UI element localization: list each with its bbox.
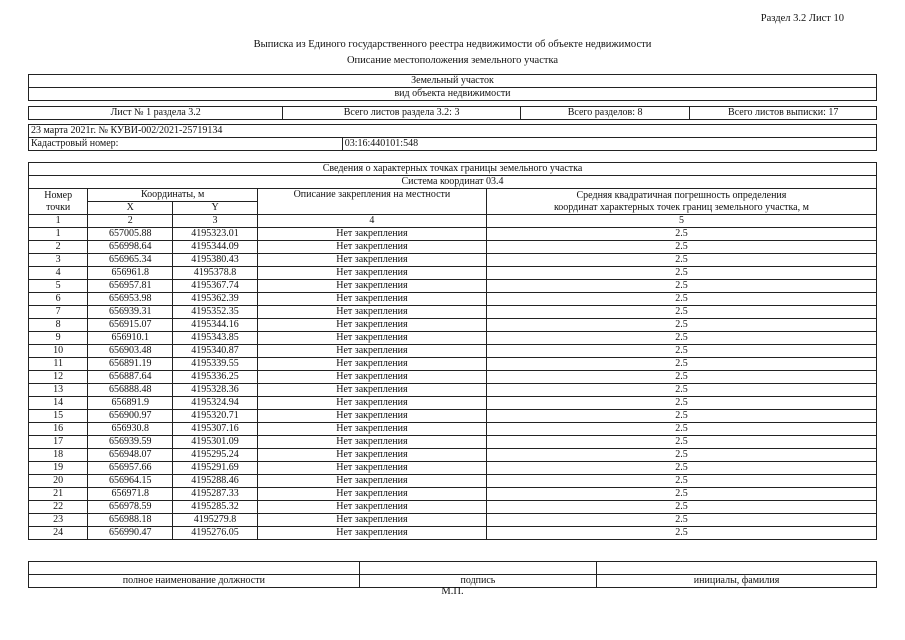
total-sheets-count: Всего листов выписки: 17 — [690, 107, 877, 120]
point-number: 5 — [29, 280, 88, 293]
x-coordinate: 656953.98 — [88, 293, 173, 306]
fixation-description: Нет закрепления — [257, 449, 486, 462]
column-number: 2 — [88, 215, 173, 228]
y-coordinate: 4195344.09 — [173, 241, 258, 254]
y-coordinate: 4195339.55 — [173, 358, 258, 371]
accuracy-value: 2.5 — [486, 345, 876, 358]
accuracy-value: 2.5 — [486, 514, 876, 527]
fixation-description: Нет закрепления — [257, 267, 486, 280]
boundary-points-table — [28, 162, 877, 540]
accuracy-value: 2.5 — [486, 319, 876, 332]
accuracy-value: 2.5 — [486, 501, 876, 514]
points-table-body — [29, 228, 877, 540]
point-row — [29, 254, 877, 267]
sheet-number: Лист № 1 раздела 3.2 — [29, 107, 283, 120]
point-row — [29, 293, 877, 306]
point-row — [29, 228, 877, 241]
point-number: 15 — [29, 410, 88, 423]
fixation-description: Нет закрепления — [257, 410, 486, 423]
header-point-line1: Номер — [44, 189, 73, 201]
point-number: 10 — [29, 345, 88, 358]
y-coordinate: 4195295.24 — [173, 449, 258, 462]
header-point-line2: точки — [46, 201, 71, 213]
point-number: 18 — [29, 449, 88, 462]
y-coordinate: 4195367.74 — [173, 280, 258, 293]
object-type-box — [28, 74, 877, 101]
x-coordinate: 656957.81 — [88, 280, 173, 293]
y-coordinate: 4195301.09 — [173, 436, 258, 449]
point-row — [29, 306, 877, 319]
x-coordinate: 656891.19 — [88, 358, 173, 371]
point-number: 20 — [29, 475, 88, 488]
point-number: 7 — [29, 306, 88, 319]
header-accuracy-line1: Средняя квадратичная погрешность определения — [576, 189, 787, 201]
fixation-description: Нет закрепления — [257, 319, 486, 332]
point-row — [29, 358, 877, 371]
y-coordinate: 4195323.01 — [173, 228, 258, 241]
fixation-description: Нет закрепления — [257, 475, 486, 488]
fixation-description: Нет закрепления — [257, 514, 486, 527]
y-coordinate: 4195343.85 — [173, 332, 258, 345]
point-number: 6 — [29, 293, 88, 306]
x-coordinate: 656887.64 — [88, 371, 173, 384]
point-row — [29, 267, 877, 280]
y-coordinate: 4195378.8 — [173, 267, 258, 280]
y-coordinate: 4195362.39 — [173, 293, 258, 306]
point-row — [29, 371, 877, 384]
x-coordinate: 656957.66 — [88, 462, 173, 475]
y-coordinate: 4195279.8 — [173, 514, 258, 527]
point-number: 12 — [29, 371, 88, 384]
x-coordinate: 656978.59 — [88, 501, 173, 514]
column-number-row — [29, 215, 877, 228]
accuracy-value: 2.5 — [486, 254, 876, 267]
point-number: 21 — [29, 488, 88, 501]
accuracy-value: 2.5 — [486, 358, 876, 371]
y-coordinate: 4195380.43 — [173, 254, 258, 267]
coordinate-system: Система координат 03.4 — [29, 176, 877, 189]
y-coordinate: 4195344.16 — [173, 319, 258, 332]
sections-count: Всего разделов: 8 — [520, 107, 690, 120]
x-coordinate: 656998.64 — [88, 241, 173, 254]
accuracy-value: 2.5 — [486, 267, 876, 280]
x-coordinate: 656939.31 — [88, 306, 173, 319]
point-row — [29, 280, 877, 293]
position-field — [29, 562, 360, 575]
signature-label: подпись — [359, 575, 596, 588]
point-number: 1 — [29, 228, 88, 241]
point-row — [29, 449, 877, 462]
signature-field — [359, 562, 596, 575]
accuracy-value: 2.5 — [486, 462, 876, 475]
object-kind-caption: вид объекта недвижимости — [29, 88, 877, 101]
y-coordinate: 4195352.35 — [173, 306, 258, 319]
fixation-description: Нет закрепления — [257, 384, 486, 397]
sheet-info-row — [28, 106, 877, 120]
point-number: 8 — [29, 319, 88, 332]
fixation-description: Нет закрепления — [257, 228, 486, 241]
point-number: 23 — [29, 514, 88, 527]
point-row — [29, 345, 877, 358]
accuracy-value: 2.5 — [486, 280, 876, 293]
accuracy-value: 2.5 — [486, 410, 876, 423]
header-fixation: Описание закрепления на местности — [257, 189, 486, 215]
page-subtitle: Описание местоположения земельного участка — [346, 55, 559, 66]
accuracy-value: 2.5 — [486, 423, 876, 436]
position-label: полное наименование должности — [29, 575, 360, 588]
table-title: Сведения о характерных точках границы земельного участка — [29, 163, 877, 176]
fixation-description: Нет закрепления — [257, 371, 486, 384]
x-coordinate: 656971.8 — [88, 488, 173, 501]
accuracy-value: 2.5 — [486, 371, 876, 384]
accuracy-value: 2.5 — [486, 241, 876, 254]
y-coordinate: 4195285.32 — [173, 501, 258, 514]
point-number: 13 — [29, 384, 88, 397]
x-coordinate: 656961.8 — [88, 267, 173, 280]
fixation-description: Нет закрепления — [257, 527, 486, 540]
point-number: 24 — [29, 527, 88, 540]
y-coordinate: 4195328.36 — [173, 384, 258, 397]
point-row — [29, 332, 877, 345]
cadastral-number-label: Кадастровый номер: — [29, 138, 343, 151]
fixation-description: Нет закрепления — [257, 423, 486, 436]
document-date-number: 23 марта 2021г. № КУВИ-002/2021-25719134 — [31, 125, 223, 136]
column-number: 4 — [257, 215, 486, 228]
point-number: 4 — [29, 267, 88, 280]
section-sheet-label: Раздел 3.2 Лист 10 — [760, 13, 844, 24]
accuracy-value: 2.5 — [486, 488, 876, 501]
name-label: инициалы, фамилия — [597, 575, 877, 588]
accuracy-value: 2.5 — [486, 306, 876, 319]
y-coordinate: 4195340.87 — [173, 345, 258, 358]
point-number: 9 — [29, 332, 88, 345]
point-row — [29, 475, 877, 488]
cadastral-number-value: 03:16:440101:548 — [342, 138, 876, 151]
x-coordinate: 656948.07 — [88, 449, 173, 462]
header-accuracy — [486, 189, 876, 215]
point-number: 2 — [29, 241, 88, 254]
page-title: Выписка из Единого государственного реестра недвижимости об объекте недвижимости — [253, 39, 652, 50]
fixation-description: Нет закрепления — [257, 488, 486, 501]
header-x: X — [88, 202, 173, 215]
y-coordinate: 4195288.46 — [173, 475, 258, 488]
fixation-description: Нет закрепления — [257, 306, 486, 319]
stamp-place: М.П. — [441, 586, 464, 597]
fixation-description: Нет закрепления — [257, 501, 486, 514]
header-coordinates: Координаты, м — [88, 189, 258, 202]
name-field — [597, 562, 877, 575]
fixation-description: Нет закрепления — [257, 241, 486, 254]
y-coordinate: 4195291.69 — [173, 462, 258, 475]
fixation-description: Нет закрепления — [257, 280, 486, 293]
point-number: 11 — [29, 358, 88, 371]
accuracy-value: 2.5 — [486, 527, 876, 540]
fixation-description: Нет закрепления — [257, 254, 486, 267]
fixation-description: Нет закрепления — [257, 436, 486, 449]
point-number: 3 — [29, 254, 88, 267]
point-number: 19 — [29, 462, 88, 475]
x-coordinate: 656900.97 — [88, 410, 173, 423]
point-row — [29, 436, 877, 449]
point-row — [29, 384, 877, 397]
section-sheets-count: Всего листов раздела 3.2: 3 — [283, 107, 520, 120]
accuracy-value: 2.5 — [486, 397, 876, 410]
x-coordinate: 656910.1 — [88, 332, 173, 345]
y-coordinate: 4195276.05 — [173, 527, 258, 540]
x-coordinate: 656965.34 — [88, 254, 173, 267]
document-info-box — [28, 124, 877, 151]
column-number: 3 — [173, 215, 258, 228]
fixation-description: Нет закрепления — [257, 345, 486, 358]
fixation-description: Нет закрепления — [257, 332, 486, 345]
header-accuracy-line2: координат характерных точек границ земельного участка, м — [553, 201, 809, 213]
header-y: Y — [173, 202, 258, 215]
point-row — [29, 397, 877, 410]
point-number: 17 — [29, 436, 88, 449]
point-row — [29, 410, 877, 423]
accuracy-value: 2.5 — [486, 293, 876, 306]
fixation-description: Нет закрепления — [257, 397, 486, 410]
object-kind: Земельный участок — [29, 75, 877, 88]
y-coordinate: 4195336.25 — [173, 371, 258, 384]
x-coordinate: 656891.9 — [88, 397, 173, 410]
point-number: 14 — [29, 397, 88, 410]
x-coordinate: 656915.07 — [88, 319, 173, 332]
point-number: 16 — [29, 423, 88, 436]
fixation-description: Нет закрепления — [257, 293, 486, 306]
point-row — [29, 462, 877, 475]
point-row — [29, 319, 877, 332]
point-row — [29, 488, 877, 501]
point-number: 22 — [29, 501, 88, 514]
header-point-number — [29, 189, 88, 215]
column-number: 5 — [486, 215, 876, 228]
point-row — [29, 527, 877, 540]
x-coordinate: 656964.15 — [88, 475, 173, 488]
fixation-description: Нет закрепления — [257, 462, 486, 475]
x-coordinate: 656990.47 — [88, 527, 173, 540]
accuracy-value: 2.5 — [486, 475, 876, 488]
point-row — [29, 423, 877, 436]
x-coordinate: 656939.59 — [88, 436, 173, 449]
x-coordinate: 656903.48 — [88, 345, 173, 358]
y-coordinate: 4195320.71 — [173, 410, 258, 423]
column-number: 1 — [29, 215, 88, 228]
accuracy-value: 2.5 — [486, 228, 876, 241]
accuracy-value: 2.5 — [486, 436, 876, 449]
point-row — [29, 514, 877, 527]
y-coordinate: 4195324.94 — [173, 397, 258, 410]
fixation-description: Нет закрепления — [257, 358, 486, 371]
x-coordinate: 657005.88 — [88, 228, 173, 241]
x-coordinate: 656988.18 — [88, 514, 173, 527]
x-coordinate: 656888.48 — [88, 384, 173, 397]
x-coordinate: 656930.8 — [88, 423, 173, 436]
accuracy-value: 2.5 — [486, 384, 876, 397]
y-coordinate: 4195287.33 — [173, 488, 258, 501]
signature-block — [28, 561, 877, 588]
point-row — [29, 241, 877, 254]
accuracy-value: 2.5 — [486, 332, 876, 345]
accuracy-value: 2.5 — [486, 449, 876, 462]
y-coordinate: 4195307.16 — [173, 423, 258, 436]
point-row — [29, 501, 877, 514]
